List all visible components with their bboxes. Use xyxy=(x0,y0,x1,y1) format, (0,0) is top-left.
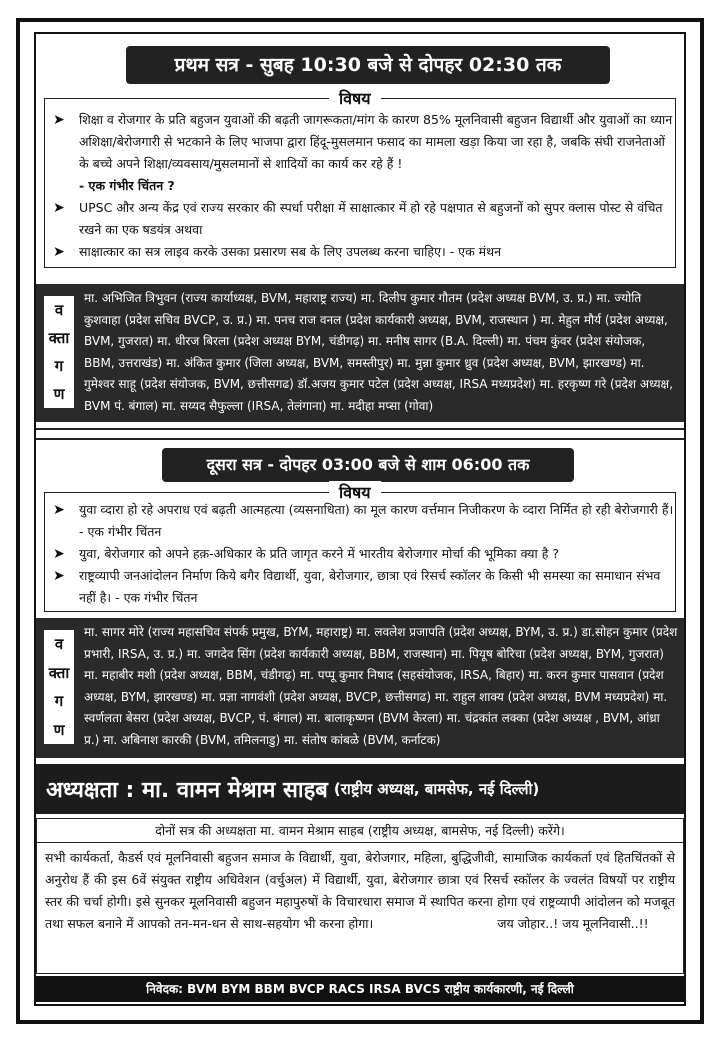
point-text: UPSC और अन्य केंद्र एवं राज्य सरकार की स्पर्धा परीक्षा में साक्षात्कार में हो रहे पक्षपात से बहुजनों को सुपर क्लास पोस्ट से वंचित रखने का एक षडयंत्र अथवा xyxy=(79,200,663,237)
session1-subject-box xyxy=(44,89,676,268)
speakers-tag: व क्ता ग ण xyxy=(44,296,74,408)
point-text: युवा व्दारा हो रहे अपराध एवं बढ़ती आत्महत्या (व्यसनाधिता) का मूल कारण वर्त्तमान निजीकरण के व्दारा निर्मित हो रही बेरोजगारी हैं। - एक गंभीर चिंतन xyxy=(79,502,674,539)
session2-subject-box xyxy=(44,483,676,612)
arrow-bullet-icon: ➤ xyxy=(53,502,65,518)
section-divider xyxy=(36,428,684,440)
arrow-bullet-icon: ➤ xyxy=(53,546,65,562)
list-item xyxy=(45,499,675,543)
session2-points xyxy=(45,493,675,609)
footer-organizers: निवेदक: BVM BYM BBM BVCP RACS IRSA BVCS राष्ट्रीय कार्यकारणी, नई दिल्ली xyxy=(36,976,684,1002)
arrow-bullet-icon: ➤ xyxy=(53,244,65,260)
chairperson-name: अध्यक्षता : मा. वामन मेश्राम साहब xyxy=(46,778,328,803)
closing-slogan: जय जोहार..! जय मूलनिवासी..!! xyxy=(497,916,649,931)
speakers-list: मा. अभिजित त्रिभुवन (राज्य कार्याध्यक्ष, BVM, महाराष्ट्र राज्य) मा. दिलीप कुमार गौतम (प्रदेश अध्यक्ष BVM, उ. प्र.) मा. ज्योति कुशवाहा (प्रदेश सचिव BVCP, उ. प्र.) मा. पनच राज वनल (प्रदेश कार्यकारी अध्यक्ष, BVM, राजस्थान ) मा. मेहुल मौर्य (प्रदेश अध्यक्ष, BVM, गुजरात) मा. धीरज बिरला (प्रदेश अध्यक्ष BYM, चंडीगढ़) मा. मनीष सागर (B.A. दिल्ली) मा. पंचम कुंवर (प्रदेश संयोजक, BBM, उत्तराखंड) मा. अंकित कुमार (जिला अध्यक्ष, BVM, समस्तीपुर) मा. मुन्ना कुमार ध्रुव (प्रदेश अध्यक्ष, BVM, झारखण्ड) मा. गुमेश्वर साहू (प्रदेश संयोजक, BVM, छत्तीसगढ) डॉ.अजय कुमार पटेल (प्रदेश अध्यक्ष, IRSA मध्यप्रदेश) मा. हरकृष्ण गरे (प्रदेश अध्यक्ष, BVM पं. बंगाल) मा. सय्यद सैफुल्ला (IRSA, तेलंगाना) मा. मदीहा मप्सा (गोवा) xyxy=(84,291,673,413)
list-item xyxy=(45,241,675,263)
speakers-tag: व क्ता ग ण xyxy=(44,630,74,744)
session2-title: दूसरा सत्र - दोपहर 03:00 बजे से शाम 06:00 तक xyxy=(162,448,574,482)
session1-title: प्रथम सत्र - सुबह 10:30 बजे से दोपहर 02:30 तक xyxy=(126,46,610,84)
list-item xyxy=(45,109,675,197)
list-item xyxy=(45,197,675,241)
list-item xyxy=(45,565,675,609)
appeal-text: सभी कार्यकर्ता, कैडर्स एवं मूलनिवासी बहुजन समाज के विद्यार्थी, युवा, बेरोजगार, महिला, बुद्धिजीवी, सामाजिक कार्यकर्ता एवं हितचिंतकों से अनुरोध हैं की इस 6वें संयुक्त राष्ट्रीय अधिवेशन (वर्चुअल) में विद्यार्थी, युवा, बेरोजगार छात्रा एवं रिसर्च स्कॉलर के ज्वलंत विषयों पर राष्ट्रीय स्तर की चर्चा होगी। इसे सुनकर मूलनिवासी बहुजन महापुरुषों के विचारधारा समाज में स्थापित करना होगा एवं राष्ट्रव्यापी आंदोलन को मजबूत तथा सफल बनाने में आपको तन-मन-धन से साथ-सहयोग भी करना होगा। जय जोहार..! जय मूलनिवासी..!! xyxy=(45,850,675,931)
session2-speakers xyxy=(36,618,684,758)
session1-speakers xyxy=(36,284,684,422)
point-text: राष्ट्रव्यापी जनआंदोलन निर्माण किये बगैर विद्यार्थी, युवा, बेरोजगार, छात्रा एवं रिसर्च स्कॉलर के किसी भी समस्या का समाधान संभव नहीं है। - एक गंभीर चिंतन xyxy=(79,568,661,605)
point-text: शिक्षा व रोजगार के प्रति बहुजन युवाओं की बढ़ती जागरूकता/मांग के कारण 85% मूलनिवासी बहुजन विद्यार्थी और युवाओं का ध्यान अशिक्षा/बेरोजगारी से भटकाने के लिए भाजपा द्वारा हिंदू-मुसलमान फसाद का मामला खड़ा किया जा रहा है, जबकि संघी राजनेताओं के बच्चे अपने शिक्षा/व्यवसाय/मुसलमानों से शादियों का कार्य कर रहे हैं ! xyxy=(79,112,673,171)
point-text: युवा, बेरोजगार को अपने हक़-अधिकार के प्रति जागृत करने में भारतीय बेरोजगार मोर्चा की भूमिका क्या है ? xyxy=(79,546,559,561)
point-note: - एक गंभीर चिंतन ? xyxy=(79,178,175,193)
arrow-bullet-icon: ➤ xyxy=(53,112,65,128)
session1-subject-label: विषय xyxy=(329,87,381,109)
point-text: साक्षात्कार का सत्र लाइव करके उसका प्रसारण सब के लिए उपलब्ध करना चाहिए। - एक मंथन xyxy=(79,244,502,259)
chair-note: दोनों सत्र की अध्यक्षता मा. वामन मेश्राम साहब (राष्ट्रीय अध्यक्ष, बामसेफ, नई दिल्ली) करेंगे। xyxy=(37,819,683,843)
speakers-list: मा. सागर मोरे (राज्य महासचिव संपर्क प्रमुख, BYM, महाराष्ट्र) मा. लवलेश प्रजापति (प्रदेश अध्यक्ष, BYM, उ. प्र.) डा.सोहन कुमार (प्रदेश प्रभारी, IRSA, उ. प्र.) मा. जगदेव सिंग (प्रदेश कार्यकारी अध्यक्ष, BBM, राजस्थान) मा. पियूष बोरिचा (प्रदेश अध्यक्ष, BYM, गुजरात) मा. महाबीर मशी (प्रदेश अध्यक्ष, BBM, चंडीगढ़) मा. पप्पू कुमार निषाद (सहसंयोजक, IRSA, बिहार) मा. करन कुमार पासवान (प्रदेश अध्यक्ष, BYM, झारखण्ड) मा. प्रज्ञा नागवंशी (प्रदेश अध्यक्ष, BVCP, छत्तीसगढ) मा. राहुल शाक्य (प्रदेश अध्यक्ष, BVM मध्यप्रदेश) मा. स्वर्णलता बेसरा (प्रदेश अध्यक्ष, BVCP, पं. बंगाल) मा. बालाकृष्णन (BVM केरला) मा. चंद्रकांत लक्का (प्रदेश अध्यक्ष , BVM, आंध्रा प्र.) मा. अबिनाश कारकी (BVM, तमिलनाडु) मा. संतोष कांबळे (BVM, कर्नाटक) xyxy=(84,625,678,747)
list-item xyxy=(45,543,675,565)
appeal-box xyxy=(36,818,684,974)
session2-subject-label: विषय xyxy=(329,481,381,503)
arrow-bullet-icon: ➤ xyxy=(53,200,65,216)
session1-points xyxy=(45,99,675,263)
chairperson-banner xyxy=(36,764,684,814)
chairperson-title: (राष्ट्रीय अध्यक्ष, बामसेफ, नई दिल्ली) xyxy=(333,780,540,798)
arrow-bullet-icon: ➤ xyxy=(53,568,65,584)
